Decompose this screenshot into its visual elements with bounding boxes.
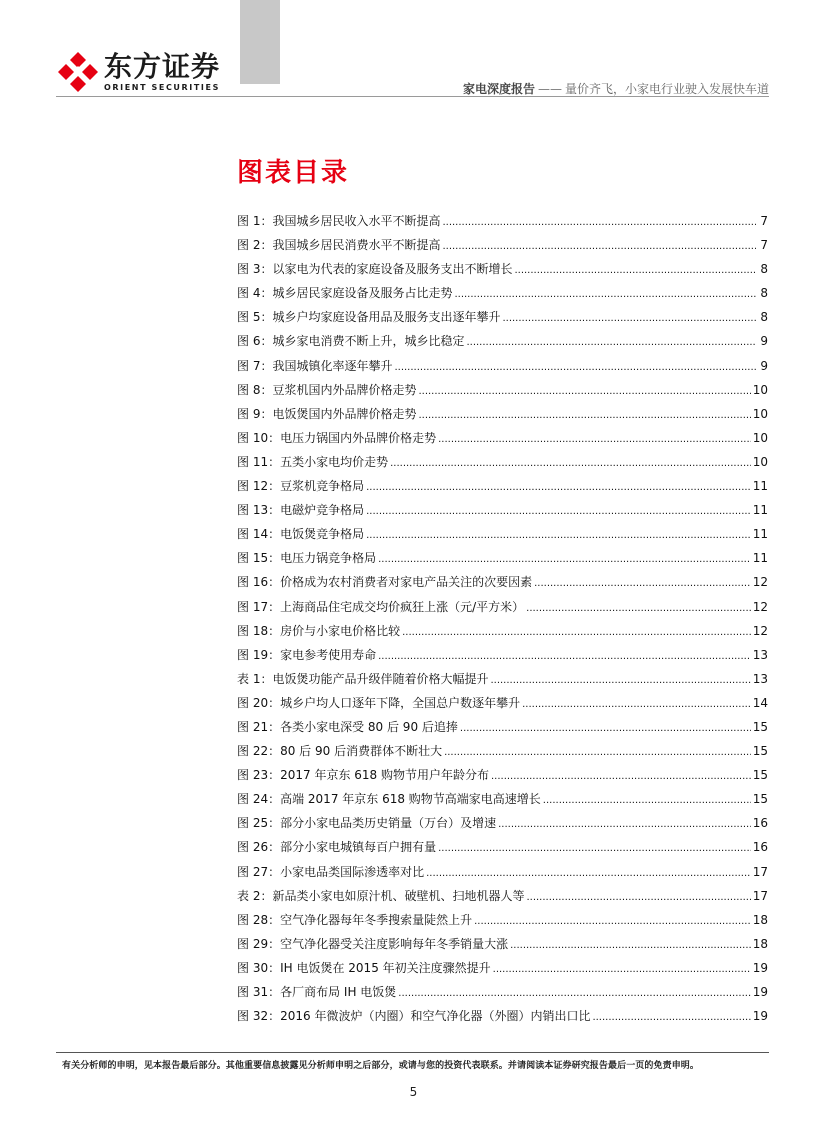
toc-entry-leader xyxy=(438,839,751,855)
toc-entry[interactable] xyxy=(237,354,768,378)
toc-entry-page: 7 xyxy=(760,238,768,253)
toc-entry-page: 19 xyxy=(752,1009,768,1024)
toc-entry-number: 图 31： xyxy=(237,985,281,999)
toc-entry-number: 图 26： xyxy=(237,840,281,855)
toc-entry-leader xyxy=(490,671,750,687)
toc-entry-page: 13 xyxy=(752,671,768,686)
toc-entry-number: 图 8： xyxy=(237,382,273,397)
toc-entry-title: 房价与小家电价格比较 xyxy=(280,623,401,638)
toc-entry-title: 部分小家电城镇每百户拥有量 xyxy=(280,840,437,855)
toc-entry-number: 图 28： xyxy=(237,912,281,927)
toc-entry-leader xyxy=(534,574,751,590)
report-category: 家电深度报告 xyxy=(462,82,535,96)
toc-entry-leader xyxy=(366,526,751,542)
toc-entry-leader xyxy=(466,333,756,349)
toc-entry[interactable] xyxy=(237,619,768,643)
logo-english-name: ORIENT SECURITIES xyxy=(104,83,220,92)
toc-entry[interactable] xyxy=(237,667,768,691)
toc-entry-title: 豆浆机国内外品牌价格走势 xyxy=(272,382,417,397)
toc-entry-leader xyxy=(526,599,751,615)
toc-entry-leader xyxy=(418,382,750,398)
toc-entry[interactable] xyxy=(237,884,768,908)
toc-entry-page: 11 xyxy=(752,479,768,494)
toc-entry-leader xyxy=(444,743,751,759)
toc-entry-leader xyxy=(418,406,750,422)
toc-entry-title: 以家电为代表的家庭设备及服务支出不断增长 xyxy=(272,262,513,277)
toc-entry-leader xyxy=(394,358,756,374)
toc-entry[interactable] xyxy=(237,474,768,498)
toc-entry-leader xyxy=(460,719,751,735)
toc-entry[interactable] xyxy=(237,402,768,426)
toc-entry-leader xyxy=(498,815,751,831)
toc-entry-leader xyxy=(454,285,756,301)
toc-entry-page: 18 xyxy=(752,936,768,951)
toc-entry-title: 城乡户均人口逐年下降，全国总户数逐年攀升 xyxy=(280,695,521,710)
toc-entry[interactable] xyxy=(237,980,768,1004)
footer-disclaimer: 有关分析师的申明，见本报告最后部分。其他重要信息披露见分析师申明之后部分，或请与您的投资代表联系。并请阅读本证券研究报告最后一页的免责申明。 xyxy=(62,1061,700,1071)
toc-entry-page: 16 xyxy=(752,816,768,831)
toc-entry-title: 五类小家电均价走势 xyxy=(280,454,389,469)
toc-entry-title: 电磁炉竞争格局 xyxy=(280,503,365,518)
toc-entry[interactable] xyxy=(237,643,768,667)
toc-entry-title: 高端 2017 年京东 618 购物节高端家电高速增长 xyxy=(280,792,541,807)
toc-entry-number: 图 9： xyxy=(237,406,273,421)
toc-entry-number: 图 2： xyxy=(237,238,273,253)
toc-entry-leader xyxy=(502,309,756,325)
toc-entry-number: 图 17： xyxy=(237,599,281,614)
toc-entry[interactable] xyxy=(237,739,768,763)
toc-entry[interactable] xyxy=(237,281,768,305)
toc-entry-title: 2017 年京东 618 购物节用户年龄分布 xyxy=(280,768,489,783)
toc-entry-number: 图 7： xyxy=(237,358,273,373)
toc-entry[interactable] xyxy=(237,811,768,835)
toc-entry[interactable] xyxy=(237,860,768,884)
toc-entry-page: 10 xyxy=(752,382,768,397)
toc-entry-page: 19 xyxy=(752,985,768,999)
toc-entry[interactable] xyxy=(237,932,768,956)
toc-entry-title: 我国城镇化率逐年攀升 xyxy=(272,358,393,373)
toc-entry-leader xyxy=(474,912,751,928)
toc-entry-title: IH 电饭煲在 2015 年初关注度骤然提升 xyxy=(280,960,491,975)
toc-entry-number: 图 16： xyxy=(237,575,281,590)
toc-entry-leader xyxy=(442,213,756,229)
toc-entry-leader xyxy=(442,237,756,253)
toc-entry-page: 12 xyxy=(752,575,768,590)
toc-entry[interactable] xyxy=(237,715,768,739)
toc-entry-page: 16 xyxy=(752,840,768,855)
toc-entry-leader xyxy=(366,502,751,518)
toc-title: 图表目录 xyxy=(237,158,350,188)
toc-entry-title: 空气净化器每年冬季搜索量陡然上升 xyxy=(280,912,473,927)
toc-entry-title: 小家电品类国际渗透率对比 xyxy=(280,864,425,879)
toc-entry-number: 图 19： xyxy=(237,647,281,662)
toc-entry[interactable] xyxy=(237,498,768,522)
toc-entry[interactable] xyxy=(237,595,768,619)
toc-entry[interactable] xyxy=(237,378,768,402)
toc-entry-title: 80 后 90 后消费群体不断壮大 xyxy=(280,744,443,759)
toc-entry-page: 8 xyxy=(760,262,768,277)
toc-entry-title: 部分小家电品类历史销量（万台）及增速 xyxy=(280,816,497,831)
toc-entry-leader xyxy=(526,888,750,904)
toc-entry[interactable] xyxy=(237,570,768,594)
toc-entry[interactable] xyxy=(237,305,768,329)
toc-entry-number: 图 3： xyxy=(237,262,273,277)
toc-entry-leader xyxy=(543,791,751,807)
toc-entry-title: 城乡家电消费不断上升，城乡比稳定 xyxy=(272,334,465,349)
toc-entry-page: 11 xyxy=(752,527,768,542)
toc-entry-title: 新品类小家电如原汁机、破壁机、扫地机器人等 xyxy=(272,888,525,903)
toc-entry[interactable] xyxy=(237,956,768,980)
toc-entry-number: 图 27： xyxy=(237,864,281,879)
toc-entry-number: 图 13： xyxy=(237,503,281,518)
toc-entry[interactable] xyxy=(237,1004,768,1028)
toc-entry-title: 家电参考使用寿命 xyxy=(280,647,377,662)
toc-entry[interactable] xyxy=(237,450,768,474)
toc-entry[interactable] xyxy=(237,835,768,859)
toc-entry-page: 19 xyxy=(752,960,768,975)
toc-entry-number: 图 18： xyxy=(237,623,281,638)
toc-entry-page: 10 xyxy=(752,430,768,445)
toc-entry-page: 13 xyxy=(752,647,768,662)
toc-entry-title: 2016 年微波炉（内圈）和空气净化器（外圈）内销出口比 xyxy=(280,1009,591,1024)
toc-entry-title: 各类小家电深受 80 后 90 后追捧 xyxy=(280,719,458,734)
header-gray-tab xyxy=(240,0,280,84)
toc-entry-page: 7 xyxy=(760,214,768,228)
toc-entry-page: 11 xyxy=(752,503,768,518)
toc-entry-page: 8 xyxy=(760,310,768,325)
toc-entry-leader xyxy=(592,1008,750,1024)
toc-entry[interactable] xyxy=(237,329,768,353)
toc-entry-page: 11 xyxy=(752,551,768,566)
toc-entry-number: 图 24： xyxy=(237,792,281,807)
toc-entry-title: 电饭煲国内外品牌价格走势 xyxy=(272,406,417,421)
toc-entry-page: 10 xyxy=(752,406,768,421)
toc-entry[interactable] xyxy=(237,257,768,281)
toc-entry-page: 15 xyxy=(752,792,768,807)
toc-entry-page: 12 xyxy=(752,623,768,638)
toc-entry-leader xyxy=(510,936,751,952)
toc-entry-page: 15 xyxy=(752,719,768,734)
toc-entry-leader xyxy=(378,647,751,663)
toc-entry-page: 15 xyxy=(752,768,768,783)
footer-divider xyxy=(56,1052,769,1053)
toc-entry-title: 空气净化器受关注度影响每年冬季销量大涨 xyxy=(280,936,509,951)
toc-entry-number: 图 11： xyxy=(237,454,281,469)
toc-entry-number: 图 12： xyxy=(237,479,281,494)
toc-entry-number: 图 15： xyxy=(237,551,281,566)
toc-entry-leader xyxy=(366,478,751,494)
toc-entry-leader xyxy=(398,984,750,1000)
toc-entry-leader xyxy=(493,960,751,976)
toc-entry-page: 17 xyxy=(752,864,768,879)
toc-entry-number: 图 1： xyxy=(237,214,273,228)
toc-entry-leader xyxy=(378,550,751,566)
page-number: 5 xyxy=(409,1085,418,1099)
toc-entry-title: 电饭煲竞争格局 xyxy=(280,527,365,542)
toc-entry[interactable] xyxy=(237,426,768,450)
toc-entry-number: 表 2： xyxy=(237,888,273,903)
toc-entry-leader xyxy=(390,454,751,470)
toc-entry-title: 上海商品住宅成交均价疯狂上涨（元/平方米） xyxy=(280,599,525,614)
toc-entry-title: 我国城乡居民收入水平不断提高 xyxy=(272,214,441,228)
logo-chinese-name: 东方证券 xyxy=(104,50,221,83)
toc-entry-page: 9 xyxy=(760,358,768,373)
toc-entry-page: 18 xyxy=(752,912,768,927)
toc-entry-leader xyxy=(438,430,751,446)
toc-entry-leader xyxy=(491,767,751,783)
toc-entry-number: 图 32： xyxy=(237,1009,281,1024)
toc-entry-number: 图 5： xyxy=(237,310,273,325)
toc-entry-number: 图 10： xyxy=(237,430,281,445)
toc-entry-number: 表 1： xyxy=(237,671,273,686)
toc-entry[interactable] xyxy=(237,908,768,932)
toc-entry-title: 城乡居民家庭设备及服务占比走势 xyxy=(272,286,453,301)
toc-entry-leader xyxy=(426,864,751,880)
toc-entry-number: 图 23： xyxy=(237,768,281,783)
toc-entry[interactable] xyxy=(237,546,768,570)
header-report-title xyxy=(463,80,769,97)
toc-entry-page: 9 xyxy=(760,334,768,349)
toc-entry-page: 8 xyxy=(760,286,768,301)
toc-entry-leader xyxy=(402,623,751,639)
toc-entry-number: 图 21： xyxy=(237,719,281,734)
toc-entry-title: 价格成为农村消费者对家电产品关注的次要因素 xyxy=(280,575,533,590)
header-divider xyxy=(56,96,769,97)
toc-entry[interactable] xyxy=(237,522,768,546)
toc-entry-number: 图 4： xyxy=(237,286,273,301)
toc-entry-number: 图 22： xyxy=(237,744,281,759)
toc-entry-page: 14 xyxy=(752,695,768,710)
toc-entry-number: 图 25： xyxy=(237,816,281,831)
toc-entry[interactable] xyxy=(237,787,768,811)
toc-entry-title: 各厂商布局 IH 电饭煲 xyxy=(280,985,397,999)
header-separator: —— xyxy=(537,82,562,96)
toc-entry-page: 15 xyxy=(752,744,768,759)
toc-list xyxy=(237,209,768,1028)
toc-entry-number: 图 14： xyxy=(237,527,281,542)
toc-entry-title: 电压力锅竞争格局 xyxy=(280,551,377,566)
toc-entry[interactable] xyxy=(237,233,768,257)
toc-entry-number: 图 6： xyxy=(237,334,273,349)
toc-entry[interactable] xyxy=(237,691,768,715)
report-subtitle: 量价齐飞，小家电行业驶入发展快车道 xyxy=(564,82,769,96)
toc-entry[interactable] xyxy=(237,209,768,233)
logo-mark-icon xyxy=(56,50,100,96)
toc-entry-title: 豆浆机竞争格局 xyxy=(280,479,365,494)
toc-entry-page: 12 xyxy=(752,599,768,614)
toc-entry-title: 我国城乡居民消费水平不断提高 xyxy=(272,238,441,253)
toc-entry[interactable] xyxy=(237,763,768,787)
toc-entry-leader xyxy=(514,261,756,277)
toc-entry-number: 图 30： xyxy=(237,960,281,975)
toc-entry-title: 电压力锅国内外品牌价格走势 xyxy=(280,430,437,445)
toc-entry-number: 图 20： xyxy=(237,695,281,710)
company-logo xyxy=(56,50,231,100)
toc-entry-page: 10 xyxy=(752,454,768,469)
toc-entry-title: 电饭煲功能产品升级伴随着价格大幅提升 xyxy=(272,671,489,686)
toc-entry-title: 城乡户均家庭设备用品及服务支出逐年攀升 xyxy=(272,310,501,325)
toc-entry-page: 17 xyxy=(752,888,768,903)
toc-entry-number: 图 29： xyxy=(237,936,281,951)
toc-entry-leader xyxy=(522,695,751,711)
